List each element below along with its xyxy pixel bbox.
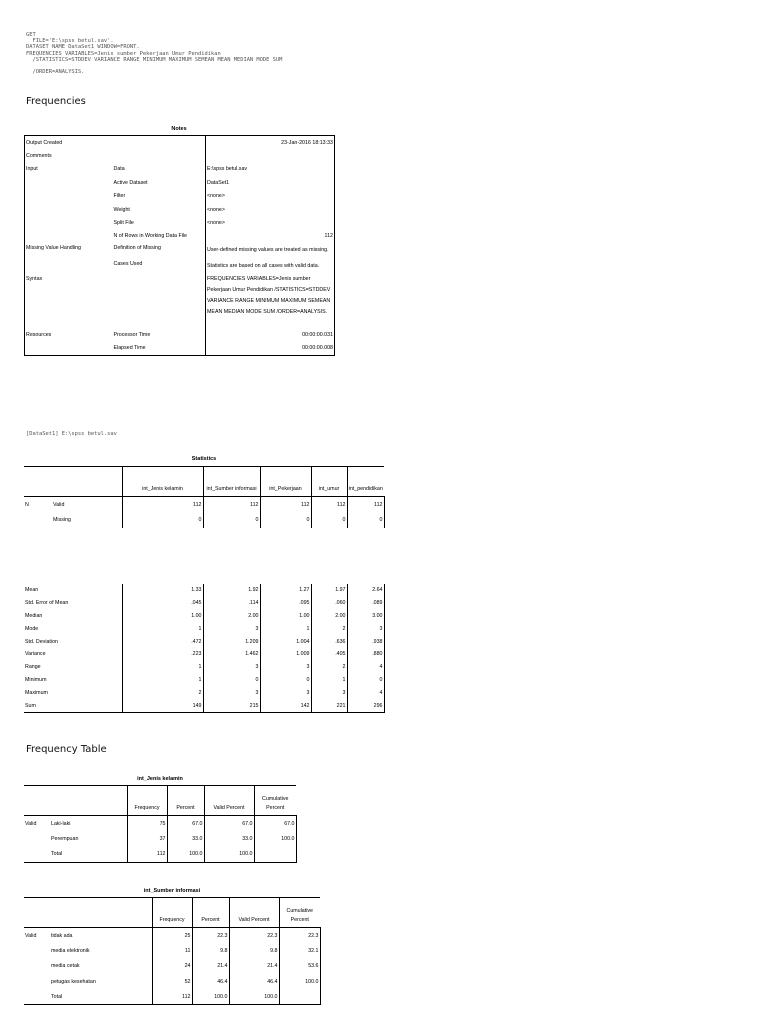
notes-row <box>25 328 335 341</box>
statistics-cell: 3 <box>203 622 260 635</box>
notes-cell-label <box>25 203 113 216</box>
statistics-cell: .472 <box>122 635 203 648</box>
freq-cell: 9.8 <box>192 943 229 958</box>
freq-cell: 75 <box>127 816 167 832</box>
freq-column-header: Percent <box>167 786 204 816</box>
freq-cell: 100.0 <box>167 847 204 863</box>
freq-row <box>24 989 320 1005</box>
statistics-cell: 149 <box>122 699 203 712</box>
notes-cell-value: User-defined missing values are treated as missing. <box>206 243 335 258</box>
notes-row <box>25 149 335 162</box>
statistics-cell: 0 <box>122 512 203 527</box>
freq-cell: 46.4 <box>192 974 229 989</box>
statistics-row-label: Std. Deviation <box>24 635 122 648</box>
freq-header-row <box>24 898 320 928</box>
freq-row <box>24 831 296 846</box>
freq2-caption: int_Sumber informasi <box>143 888 201 894</box>
notes-row <box>25 341 335 355</box>
statistics-cell: .095 <box>260 597 311 610</box>
statistics-row-label: Maximum <box>24 686 122 699</box>
statistics-column-header: int_pendidikan <box>347 467 384 497</box>
freq-row-label: Total <box>50 847 127 863</box>
statistics-cell: 112 <box>311 497 347 513</box>
notes-cell-value: 112 <box>206 230 335 243</box>
notes-cell-value: Statistics are based on all cases with valid data. <box>206 259 335 274</box>
notes-cell-sublabel: Definition of Missing <box>113 245 161 252</box>
statistics-table-top <box>24 466 385 528</box>
notes-row <box>25 176 335 189</box>
statistics-cell: 1 <box>122 661 203 674</box>
notes-cell-sublabel: Data <box>113 166 125 173</box>
freq-column-header: Cumulative Percent <box>279 898 320 928</box>
freq-row-label: media elektronik <box>50 943 152 958</box>
notes-cell-label <box>25 216 113 229</box>
syntax-line: DATASET NAME DataSet1 WINDOW=FRONT. <box>26 44 140 51</box>
statistics-cell: 3 <box>203 686 260 699</box>
freq-row-label: Total <box>50 989 152 1005</box>
syntax-line: /ORDER=ANALYSIS. <box>26 69 85 76</box>
notes-cell-label: Output Created <box>26 139 63 146</box>
statistics-cell: 1.33 <box>122 584 203 597</box>
statistics-cell: 2.64 <box>347 584 384 597</box>
syntax-line: /STATISTICS=STDDEV VARIANCE RANGE MINIMUM MAXIMUM SEMEAN MEAN MEDIAN MODE SUM <box>26 56 283 63</box>
freq-cell <box>279 989 320 1005</box>
notes-cell-value: DataSet1 <box>206 176 335 189</box>
notes-row <box>25 243 335 258</box>
statistics-cell: 2 <box>311 661 347 674</box>
notes-cell-value: 23-Jan-2016 18:13:33 <box>206 136 335 150</box>
freq-cell: 11 <box>152 943 192 958</box>
statistics-cell: 112 <box>203 497 260 513</box>
freq-cell: 22.3 <box>192 928 229 944</box>
statistics-cell: .045 <box>122 597 203 610</box>
freq-group-label: Valid <box>25 820 37 827</box>
statistics-cell: .060 <box>311 597 347 610</box>
freq-cell: 33.0 <box>204 831 254 846</box>
notes-caption: Notes <box>171 126 187 132</box>
statistics-column-header: int_Sumber informasi <box>203 467 260 497</box>
statistics-n-row <box>24 497 384 513</box>
statistics-row <box>24 699 384 712</box>
notes-cell-value: <none> <box>206 190 335 203</box>
notes-cell-label: Input <box>26 166 38 173</box>
notes-cell-sublabel: Cases Used <box>113 260 143 267</box>
freq-group-label <box>24 943 50 958</box>
statistics-cell: 3 <box>260 686 311 699</box>
statistics-cell: 0 <box>311 512 347 527</box>
notes-cell-label: Syntax <box>26 275 43 282</box>
statistics-row-label: Mean <box>24 584 122 597</box>
statistics-cell: 1.462 <box>203 648 260 661</box>
freq-row <box>24 974 320 989</box>
freq-column-header: Valid Percent <box>229 898 279 928</box>
statistics-cell: 0 <box>260 674 311 687</box>
statistics-row-label: Mode <box>24 622 122 635</box>
statistics-row-label: Median <box>24 610 122 623</box>
freq-cell: 25 <box>152 928 192 944</box>
statistics-row <box>24 610 384 623</box>
statistics-row <box>24 584 384 597</box>
statistics-cell: 1 <box>311 674 347 687</box>
statistics-cell: .880 <box>347 648 384 661</box>
notes-cell-sublabel: N of Rows in Working Data File <box>113 233 187 240</box>
freq-column-header: Frequency <box>127 786 167 816</box>
notes-row <box>25 259 335 274</box>
freq-group-label: Valid <box>25 932 37 939</box>
statistics-header-row <box>24 467 384 497</box>
statistics-header-corner <box>24 467 122 497</box>
notes-row <box>25 203 335 216</box>
freq-cell: 67.0 <box>204 816 254 832</box>
notes-cell-sublabel <box>113 136 206 150</box>
syntax-line: FREQUENCIES VARIABLES=Jenis sumber Pekerjaan Umur Pendidikan <box>26 50 221 57</box>
statistics-cell: 1.97 <box>311 584 347 597</box>
freq-column-header: Percent <box>192 898 229 928</box>
statistics-cell: 3.00 <box>347 610 384 623</box>
freq-table-jenis-kelamin <box>24 785 297 863</box>
notes-cell-value: 00:00:00.031 <box>206 328 335 341</box>
freq-header-corner <box>24 898 152 928</box>
statistics-cell: 3 <box>203 661 260 674</box>
freq-row-label: media cetak <box>50 959 152 974</box>
freq-cell: 67.0 <box>167 816 204 832</box>
statistics-n-label: N <box>25 501 29 508</box>
freq-header-corner <box>24 786 127 816</box>
notes-cell-sublabel: Active Dataset <box>113 179 148 186</box>
statistics-cell: 0 <box>203 512 260 527</box>
statistics-cell: 1 <box>260 622 311 635</box>
statistics-cell: .636 <box>311 635 347 648</box>
statistics-row <box>24 622 384 635</box>
statistics-cell: 296 <box>347 699 384 712</box>
statistics-cell: 1 <box>122 622 203 635</box>
statistics-row <box>24 674 384 687</box>
statistics-cell: 142 <box>260 699 311 712</box>
freq-group-label <box>24 847 50 863</box>
notes-table <box>24 135 335 356</box>
statistics-cell: 1.009 <box>260 648 311 661</box>
statistics-cell: 0 <box>347 512 384 527</box>
freq-row <box>24 928 320 944</box>
freq-cell: 22.3 <box>229 928 279 944</box>
statistics-row <box>24 686 384 699</box>
freq-column-header: Frequency <box>152 898 192 928</box>
syntax-line: GET <box>26 32 36 38</box>
notes-cell-sublabel: Processor Time <box>113 331 151 338</box>
statistics-cell: 1 <box>122 674 203 687</box>
freq-group-label <box>24 974 50 989</box>
notes-cell-label <box>25 341 113 355</box>
statistics-cell: 221 <box>311 699 347 712</box>
notes-cell-sublabel: Elapsed Time <box>113 344 146 351</box>
syntax-line: FILE='E:\spss betul.sav'. <box>26 38 114 45</box>
statistics-cell: 2 <box>122 686 203 699</box>
notes-cell-sublabel: Weight <box>113 206 130 213</box>
statistics-row-label: Sum <box>24 699 122 712</box>
statistics-row-label: Valid <box>52 497 122 513</box>
statistics-cell: 0 <box>260 512 311 527</box>
freq-cell: 67.0 <box>254 816 296 832</box>
freq-table-sumber-informasi <box>24 897 321 1005</box>
notes-cell-sublabel: Split File <box>113 220 134 227</box>
statistics-cell: 3 <box>260 661 311 674</box>
statistics-cell: 4 <box>347 661 384 674</box>
freq-cell: 112 <box>127 847 167 863</box>
notes-cell-label <box>25 190 113 203</box>
notes-cell-value: 00:00:00.008 <box>206 341 335 355</box>
freq-cell: 53.6 <box>279 959 320 974</box>
freq-group-label <box>24 989 50 1005</box>
freq-row-label: petugas kesehatan <box>50 974 152 989</box>
statistics-cell: 1.00 <box>260 610 311 623</box>
statistics-cell: 112 <box>260 497 311 513</box>
freq-cell: 100.0 <box>254 831 296 846</box>
statistics-cell: 2.00 <box>311 610 347 623</box>
freq-row <box>24 816 296 832</box>
statistics-cell: 4 <box>347 686 384 699</box>
notes-cell-label: Resources <box>26 331 52 338</box>
statistics-table-bottom <box>24 584 385 713</box>
notes-cell-value: FREQUENCIES VARIABLES=Jenis sumber Pekerjaan Umur Pendidikan /STATISTICS=STDDEV VARIANCE RANGE MINIMUM MAXIMUM SEMEAN MEAN MEDIAN MODE SUM /ORDER=ANALYSIS. <box>206 274 335 328</box>
freq-cell: 112 <box>152 989 192 1005</box>
freq-cell: 46.4 <box>229 974 279 989</box>
statistics-n-row <box>24 512 384 527</box>
frequencies-heading: Frequencies <box>26 96 86 107</box>
dataset-line: [DataSet1] E:\spss betul.sav <box>26 431 117 437</box>
statistics-column-header: int_umur <box>311 467 347 497</box>
statistics-cell: 3 <box>347 622 384 635</box>
freq-row <box>24 847 296 863</box>
statistics-row-label: Variance <box>24 648 122 661</box>
freq-row <box>24 959 320 974</box>
notes-cell-label: Missing Value Handling <box>26 245 81 252</box>
statistics-cell: .938 <box>347 635 384 648</box>
notes-cell-label <box>25 176 113 189</box>
freq-cell: 32.1 <box>279 943 320 958</box>
statistics-cell: .405 <box>311 648 347 661</box>
freq-cell: 21.4 <box>229 959 279 974</box>
statistics-caption: Statistics <box>191 456 217 462</box>
freq-group-label <box>24 959 50 974</box>
notes-cell-sublabel <box>113 149 206 162</box>
statistics-column-header: int_Pekerjaan <box>260 467 311 497</box>
notes-cell-label <box>25 230 113 243</box>
statistics-row <box>24 597 384 610</box>
statistics-cell: 2 <box>311 622 347 635</box>
freq-cell: 100.0 <box>192 989 229 1005</box>
notes-cell-value: E:\spss betul.sav <box>206 163 335 176</box>
notes-row <box>25 163 335 176</box>
notes-cell-label: Comments <box>26 153 52 160</box>
freq-cell: 21.4 <box>192 959 229 974</box>
statistics-row <box>24 661 384 674</box>
statistics-cell: 0 <box>203 674 260 687</box>
freq-cell: 24 <box>152 959 192 974</box>
freq-cell: 9.8 <box>229 943 279 958</box>
statistics-cell: 0 <box>347 674 384 687</box>
freq-cell: 22.3 <box>279 928 320 944</box>
statistics-cell: .089 <box>347 597 384 610</box>
statistics-cell: 1.004 <box>260 635 311 648</box>
freq-row-label: tidak ada <box>50 928 152 944</box>
freq-cell: 100.0 <box>229 989 279 1005</box>
statistics-cell: 1.209 <box>203 635 260 648</box>
statistics-cell: .223 <box>122 648 203 661</box>
statistics-cell: 3 <box>311 686 347 699</box>
notes-cell-label <box>25 259 113 274</box>
freq-cell: 33.0 <box>167 831 204 846</box>
freq-cell: 52 <box>152 974 192 989</box>
syntax-block <box>26 32 282 75</box>
statistics-cell: 215 <box>203 699 260 712</box>
freq-column-header: Cumulative Percent <box>254 786 296 816</box>
notes-cell-value: <none> <box>206 203 335 216</box>
statistics-row-label: Minimum <box>24 674 122 687</box>
statistics-cell: 1.92 <box>203 584 260 597</box>
notes-row <box>25 136 335 150</box>
statistics-cell: .114 <box>203 597 260 610</box>
notes-cell-sublabel <box>113 274 206 328</box>
statistics-cell: 1.27 <box>260 584 311 597</box>
freq-column-header: Valid Percent <box>204 786 254 816</box>
statistics-row <box>24 635 384 648</box>
notes-cell-value <box>206 149 335 162</box>
statistics-row <box>24 648 384 661</box>
freq-row-label: Laki-laki <box>50 816 127 832</box>
notes-cell-value: <none> <box>206 216 335 229</box>
statistics-row-label: Std. Error of Mean <box>24 597 122 610</box>
freq-cell: 100.0 <box>279 974 320 989</box>
statistics-row-label: Range <box>24 661 122 674</box>
freq1-caption: int_Jenis kelamin <box>137 776 183 782</box>
notes-row <box>25 216 335 229</box>
statistics-column-header: int_Jenis kelamin <box>122 467 203 497</box>
notes-cell-sublabel: Filter <box>113 193 126 200</box>
freq-cell: 37 <box>127 831 167 846</box>
statistics-cell: 1.00 <box>122 610 203 623</box>
freq-header-row <box>24 786 296 816</box>
freq-cell: 100.0 <box>204 847 254 863</box>
freq-group-label <box>24 831 50 846</box>
notes-row <box>25 274 335 328</box>
notes-row <box>25 230 335 243</box>
statistics-cell: 112 <box>347 497 384 513</box>
freq-row <box>24 943 320 958</box>
statistics-n-label <box>24 512 52 527</box>
notes-row <box>25 190 335 203</box>
statistics-cell: 2.00 <box>203 610 260 623</box>
statistics-row-label: Missing <box>52 512 122 527</box>
statistics-cell: 112 <box>122 497 203 513</box>
freq-cell <box>254 847 296 863</box>
freq-row-label: Perempuan <box>50 831 127 846</box>
frequency-table-heading: Frequency Table <box>26 744 107 755</box>
